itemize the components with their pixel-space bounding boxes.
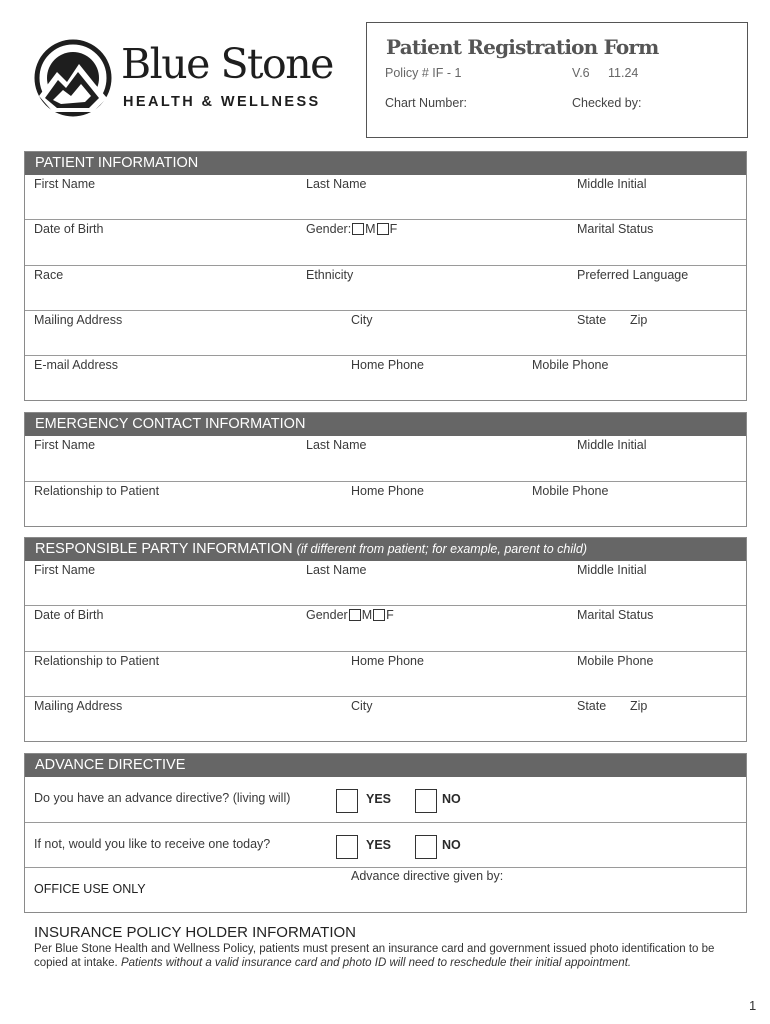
q1-no-label: NO xyxy=(442,792,461,806)
responsible-relationship-row[interactable] xyxy=(25,651,746,696)
q2-no-label: NO xyxy=(442,838,461,852)
section-header: PATIENT INFORMATION xyxy=(25,152,746,175)
advance-directive-question: Do you have an advance directive? (living will) xyxy=(34,791,291,805)
home-phone-label: Home Phone xyxy=(351,484,424,498)
brand-name: Blue Stone xyxy=(121,40,333,88)
policy-number: Policy # IF - 1 xyxy=(385,66,462,80)
middle-initial-label: Middle Initial xyxy=(577,563,647,577)
marital-status-label: Marital Status xyxy=(577,608,654,622)
office-use-row[interactable] xyxy=(25,867,746,912)
gender-label: Gender: xyxy=(306,222,352,236)
dob-label: Date of Birth xyxy=(34,608,104,622)
mailing-address-label: Mailing Address xyxy=(34,699,123,713)
emergency-relationship-row[interactable] xyxy=(25,481,746,526)
q1-yes-checkbox[interactable] xyxy=(336,789,358,813)
emergency-name-row[interactable] xyxy=(25,436,746,481)
q1-no-checkbox[interactable] xyxy=(415,789,437,813)
gender-field xyxy=(306,608,394,622)
patient-contact-row[interactable] xyxy=(25,355,746,400)
first-name-label: First Name xyxy=(34,438,96,452)
first-name-label: First Name xyxy=(34,177,96,191)
patient-information-section xyxy=(24,151,747,401)
section-title: RESPONSIBLE PARTY INFORMATION xyxy=(35,541,293,557)
advance-directive-q2-row xyxy=(25,822,746,867)
advance-directive-q1-row xyxy=(25,777,746,822)
city-label: City xyxy=(351,699,373,713)
city-label: City xyxy=(351,313,373,327)
section-header: EMERGENCY CONTACT INFORMATION xyxy=(25,413,746,436)
form-version-date: 11.24 xyxy=(608,66,639,80)
gender-f-label: F xyxy=(389,222,398,236)
patient-race-row[interactable] xyxy=(25,265,746,310)
marital-status-label: Marital Status xyxy=(577,222,654,236)
gender-m-label: M xyxy=(361,608,373,622)
patient-address-row[interactable] xyxy=(25,310,746,355)
gender-m-checkbox[interactable] xyxy=(349,609,361,621)
brand-subtitle: HEALTH & WELLNESS xyxy=(123,94,321,110)
q2-yes-label: YES xyxy=(366,838,392,852)
state-label: State xyxy=(577,699,607,713)
insurance-policy-warning: Patients without a valid insurance card and photo ID will need to reschedule their initial appointment. xyxy=(120,957,632,969)
section-header xyxy=(25,538,746,561)
q1-yes-label: YES xyxy=(366,792,392,806)
form-title: Patient Registration Form xyxy=(386,35,659,59)
section-header: ADVANCE DIRECTIVE xyxy=(25,754,746,777)
mountain-logo-icon xyxy=(33,38,113,118)
mobile-phone-label: Mobile Phone xyxy=(577,654,654,668)
insurance-policy-text xyxy=(34,942,744,970)
relationship-label: Relationship to Patient xyxy=(34,484,160,498)
insurance-section-title: INSURANCE POLICY HOLDER INFORMATION xyxy=(34,924,356,941)
brand-logo xyxy=(33,38,333,124)
home-phone-label: Home Phone xyxy=(351,654,424,668)
zip-label: Zip xyxy=(630,699,648,713)
responsible-name-row[interactable] xyxy=(25,561,746,605)
zip-label: Zip xyxy=(630,313,648,327)
first-name-label: First Name xyxy=(34,563,96,577)
mobile-phone-label: Mobile Phone xyxy=(532,358,609,372)
ethnicity-label: Ethnicity xyxy=(306,268,354,282)
chart-number-label[interactable]: Chart Number: xyxy=(385,96,467,110)
race-label: Race xyxy=(34,268,64,282)
receive-directive-question: If not, would you like to receive one today? xyxy=(34,837,271,851)
gender-f-label: F xyxy=(386,608,394,622)
patient-name-row[interactable] xyxy=(25,175,746,219)
gender-m-checkbox[interactable] xyxy=(352,223,364,235)
state-label: State xyxy=(577,313,607,327)
gender-label: Gender xyxy=(306,608,348,622)
patient-dob-row[interactable] xyxy=(25,219,746,265)
preferred-language-label: Preferred Language xyxy=(577,268,689,282)
email-label: E-mail Address xyxy=(34,358,119,372)
office-use-label: OFFICE USE ONLY xyxy=(34,882,146,896)
responsible-dob-row[interactable] xyxy=(25,605,746,651)
form-version: V.6 xyxy=(572,66,590,80)
mailing-address-label: Mailing Address xyxy=(34,313,123,327)
gender-f-checkbox[interactable] xyxy=(377,223,389,235)
section-note: (if different from patient; for example, parent to child) xyxy=(296,542,588,556)
emergency-contact-section xyxy=(24,412,747,527)
mobile-phone-label: Mobile Phone xyxy=(532,484,609,498)
insurance-policy-body: Per Blue Stone Health and Wellness Policy, patients must present an insurance card and government issued photo identification to be copied at intake. xyxy=(34,943,715,969)
gender-m-label: M xyxy=(365,222,376,236)
q2-yes-checkbox[interactable] xyxy=(336,835,358,859)
last-name-label: Last Name xyxy=(306,438,367,452)
form-header-box xyxy=(366,22,748,138)
gender-f-checkbox[interactable] xyxy=(373,609,385,621)
checked-by-label[interactable]: Checked by: xyxy=(572,96,642,110)
q2-no-checkbox[interactable] xyxy=(415,835,437,859)
gender-field xyxy=(306,222,397,236)
relationship-label: Relationship to Patient xyxy=(34,654,160,668)
page-number: 1 xyxy=(749,998,757,1013)
advance-directive-section xyxy=(24,753,747,913)
home-phone-label: Home Phone xyxy=(351,358,424,372)
last-name-label: Last Name xyxy=(306,177,367,191)
last-name-label: Last Name xyxy=(306,563,367,577)
directive-given-by-label: Advance directive given by: xyxy=(351,869,504,883)
responsible-party-section xyxy=(24,537,747,742)
middle-initial-label: Middle Initial xyxy=(577,177,647,191)
responsible-address-row[interactable] xyxy=(25,696,746,741)
middle-initial-label: Middle Initial xyxy=(577,438,647,452)
dob-label: Date of Birth xyxy=(34,222,104,236)
